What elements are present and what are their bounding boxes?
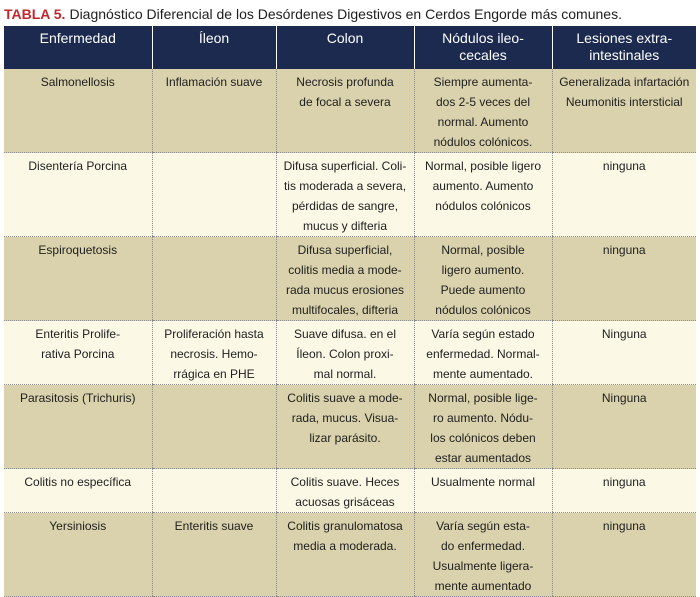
table-row: [4, 153, 696, 237]
table-title: Diagnóstico Diferencial de los Desórdenes Digestivos en Cerdos Engorde más comunes.: [69, 6, 622, 22]
cell-lesiones: ninguna: [552, 513, 696, 597]
header-ileon: Íleon: [152, 26, 276, 69]
cell-enfermedad: Espiroquetosis: [4, 237, 152, 321]
cell-colon: Colitis suave. Heces acuosas grisáceas: [276, 469, 414, 513]
cell-ileon: [152, 385, 276, 469]
table-row: [4, 321, 696, 385]
header-colon: Colon: [276, 26, 414, 69]
cell-nodulos: Normal, posible ligero aumento. Puede aumento nódulos colónicos: [414, 237, 552, 321]
cell-nodulos: Normal, posible lige- ro aumento. Nódu- los colónicos deben estar aumentados: [414, 385, 552, 469]
cell-colon: Colitis granulomatosa media a moderada.: [276, 513, 414, 597]
table-caption: [4, 4, 622, 24]
cell-lesiones: ninguna: [552, 469, 696, 513]
table-row: [4, 237, 696, 321]
header-row: [4, 26, 696, 69]
cell-colon: Colitis suave a mode- rada, mucus. Visua- lizar parásito.: [276, 385, 414, 469]
cell-lesiones: ninguna: [552, 153, 696, 237]
cell-ileon: Proliferación hasta necrosis. Hemo- rrágica en PHE: [152, 321, 276, 385]
cell-colon: Difusa superficial, colitis media a mode- rada mucus erosiones multifocales, difteria: [276, 237, 414, 321]
cell-nodulos: Normal, posible ligero aumento. Aumento nódulos colónicos: [414, 153, 552, 237]
cell-colon: Difusa superficial. Coli- tis moderada a severa, pérdidas de sangre, mucus y difteria: [276, 153, 414, 237]
cell-ileon: [152, 469, 276, 513]
cell-ileon: Enteritis suave: [152, 513, 276, 597]
cell-enfermedad: Yersiniosis: [4, 513, 152, 597]
cell-enfermedad: Disentería Porcina: [4, 153, 152, 237]
cell-colon: Necrosis profunda de focal a severa: [276, 69, 414, 153]
table-row: [4, 469, 696, 513]
cell-enfermedad: Parasitosis (Trichuris): [4, 385, 152, 469]
cell-nodulos: Siempre aumenta- dos 2-5 veces del normal. Aumento nódulos colónicos.: [414, 69, 552, 153]
table-row: [4, 69, 696, 153]
cell-ileon: [152, 153, 276, 237]
cell-ileon: [152, 237, 276, 321]
table-label: TABLA 5.: [4, 6, 66, 22]
cell-nodulos: Usualmente normal: [414, 469, 552, 513]
cell-nodulos: Varía según esta- do enfermedad. Usualmente ligera- mente aumentado: [414, 513, 552, 597]
cell-lesiones: Ninguna: [552, 385, 696, 469]
cell-enfermedad: Colitis no específica: [4, 469, 152, 513]
cell-colon: Suave difusa. en el Íleon. Colon proxi- mal normal.: [276, 321, 414, 385]
cell-lesiones: ninguna: [552, 237, 696, 321]
cell-enfermedad: Salmonellosis: [4, 69, 152, 153]
header-enfermedad: Enfermedad: [4, 26, 152, 69]
header-lesiones: Lesiones extra- intestinales: [552, 26, 696, 69]
header-nodulos: Nódulos ileo- cecales: [414, 26, 552, 69]
cell-ileon: Inflamación suave: [152, 69, 276, 153]
diagnosis-table: [4, 26, 696, 597]
cell-enfermedad: Enteritis Prolife- rativa Porcina: [4, 321, 152, 385]
table-row: [4, 385, 696, 469]
table-row: [4, 513, 696, 597]
cell-nodulos: Varía según estado enfermedad. Normal- mente aumentado.: [414, 321, 552, 385]
cell-lesiones: Ninguna: [552, 321, 696, 385]
cell-lesiones: Generalizada infartación Neumonitis intersticial: [552, 69, 696, 153]
